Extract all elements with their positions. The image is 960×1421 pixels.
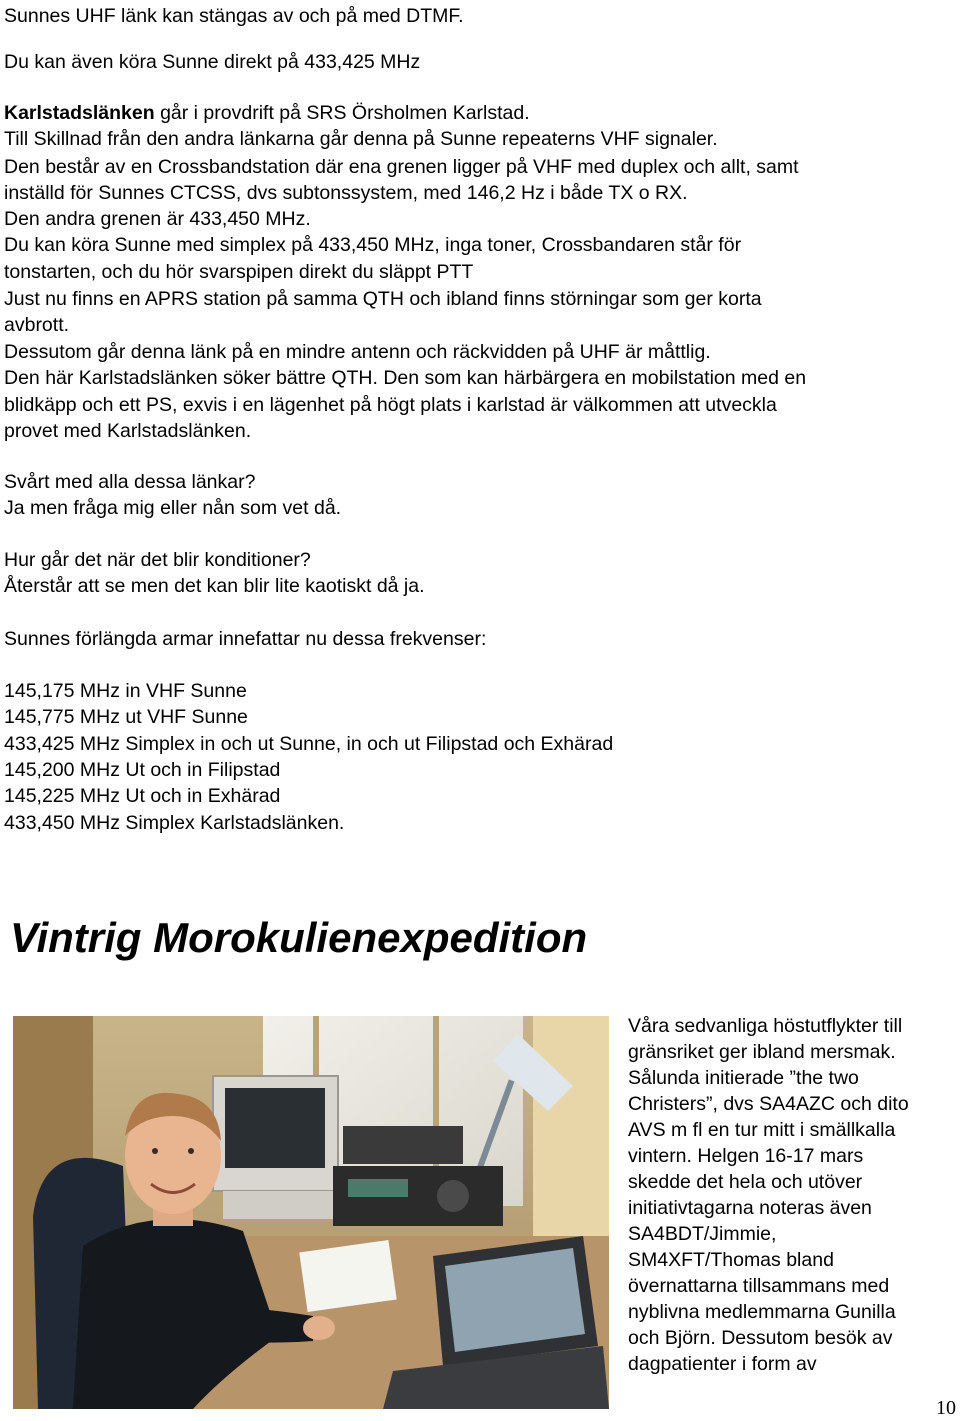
article-line: Sålunda initierade ”the two — [628, 1067, 859, 1089]
frequency-item: 145,775 MHz ut VHF Sunne — [4, 706, 248, 728]
page-number: 10 — [936, 1397, 956, 1419]
question-2: Hur går det när det blir konditioner? — [4, 549, 311, 571]
karlstad-line-8: avbrott. — [4, 314, 70, 336]
article-line: AVS m fl en tur mitt i smällkalla — [628, 1119, 896, 1141]
karlstad-line-11: blidkäpp och ett PS, exvis i en lägenhet på högt plats i karlstad är välkommen att utveckla — [4, 394, 777, 416]
frequencies-intro: Sunnes förlängda armar innefattar nu dessa frekvenser: — [4, 628, 487, 650]
karlstad-line-7: Just nu finns en APRS station på samma QTH och ibland finns störningar som ger korta — [4, 288, 762, 310]
article-line: skedde det hela och utöver — [628, 1171, 863, 1193]
karlstad-line-3: inställd för Sunnes CTCSS, dvs subtonssystem, med 146,2 Hz i både TX o RX. — [4, 182, 688, 204]
karlstad-line-10: Den här Karlstadslänken söker bättre QTH. Den som kan härbärgera en mobilstation med en — [4, 367, 807, 389]
frequency-item: 433,450 MHz Simplex Karlstadslänken. — [4, 812, 345, 834]
article-line: och Björn. Dessutom besök av — [628, 1327, 893, 1349]
frequency-item: 145,175 MHz in VHF Sunne — [4, 680, 247, 702]
karlstad-line-4: Den andra grenen är 433,450 MHz. — [4, 208, 311, 230]
article-body — [628, 1013, 958, 1377]
karlstad-line-9: Dessutom går denna länk på en mindre antenn och räckvidden på UHF är måttlig. — [4, 341, 711, 363]
intro-line-2: Du kan även köra Sunne direkt på 433,425 MHz — [4, 51, 421, 73]
karlstad-first-rest: går i provdrift på SRS Örsholmen Karlstad. — [154, 102, 530, 124]
article-line: dagpatienter i form av — [628, 1353, 817, 1375]
article-line: Våra sedvanliga höstutflykter till — [628, 1015, 903, 1037]
answer-2: Återstår att se men det kan blir lite kaotiskt då ja. — [4, 575, 425, 597]
karlstad-bold-word: Karlstadslänken — [4, 102, 155, 124]
karlstad-line-12: provet med Karlstadslänken. — [4, 420, 252, 442]
intro-line-1: Sunnes UHF länk kan stängas av och på med DTMF. — [4, 5, 464, 27]
article-line: SM4XFT/Thomas bland — [628, 1249, 834, 1271]
radio-shack-photo — [13, 1016, 609, 1409]
karlstad-line-0 — [4, 100, 530, 126]
article-line: initiativtagarna noteras även — [628, 1197, 872, 1219]
frequency-item: 145,225 MHz Ut och in Exhärad — [4, 785, 281, 807]
karlstad-line-2: Den består av en Crossbandstation där ena grenen ligger på VHF med duplex och allt, samt — [4, 156, 799, 178]
karlstad-line-1: Till Skillnad från den andra länkarna går denna på Sunne repeaterns VHF signaler. — [4, 128, 718, 150]
question-1: Svårt med alla dessa länkar? — [4, 471, 256, 493]
frequency-item: 145,200 MHz Ut och in Filipstad — [4, 759, 281, 781]
article-line: gränsriket ger ibland mersmak. — [628, 1041, 896, 1063]
frequency-item: 433,425 MHz Simplex in och ut Sunne, in och ut Filipstad och Exhärad — [4, 733, 614, 755]
article-heading: Vintrig Morokulienexpedition — [10, 914, 588, 961]
article-line: vintern. Helgen 16-17 mars — [628, 1145, 864, 1167]
karlstad-line-6: tonstarten, och du hör svarspipen direkt du släppt PTT — [4, 261, 474, 283]
article-line: övernattarna tillsammans med — [628, 1275, 890, 1297]
karlstad-line-5: Du kan köra Sunne med simplex på 433,450 MHz, inga toner, Crossbandaren står för — [4, 234, 742, 256]
article-line: nyblivna medlemmarna Gunilla — [628, 1301, 896, 1323]
article-line: Christers”, dvs SA4AZC och dito — [628, 1093, 909, 1115]
answer-1: Ja men fråga mig eller nån som vet då. — [4, 497, 342, 519]
article-line: SA4BDT/Jimmie, — [628, 1223, 777, 1245]
